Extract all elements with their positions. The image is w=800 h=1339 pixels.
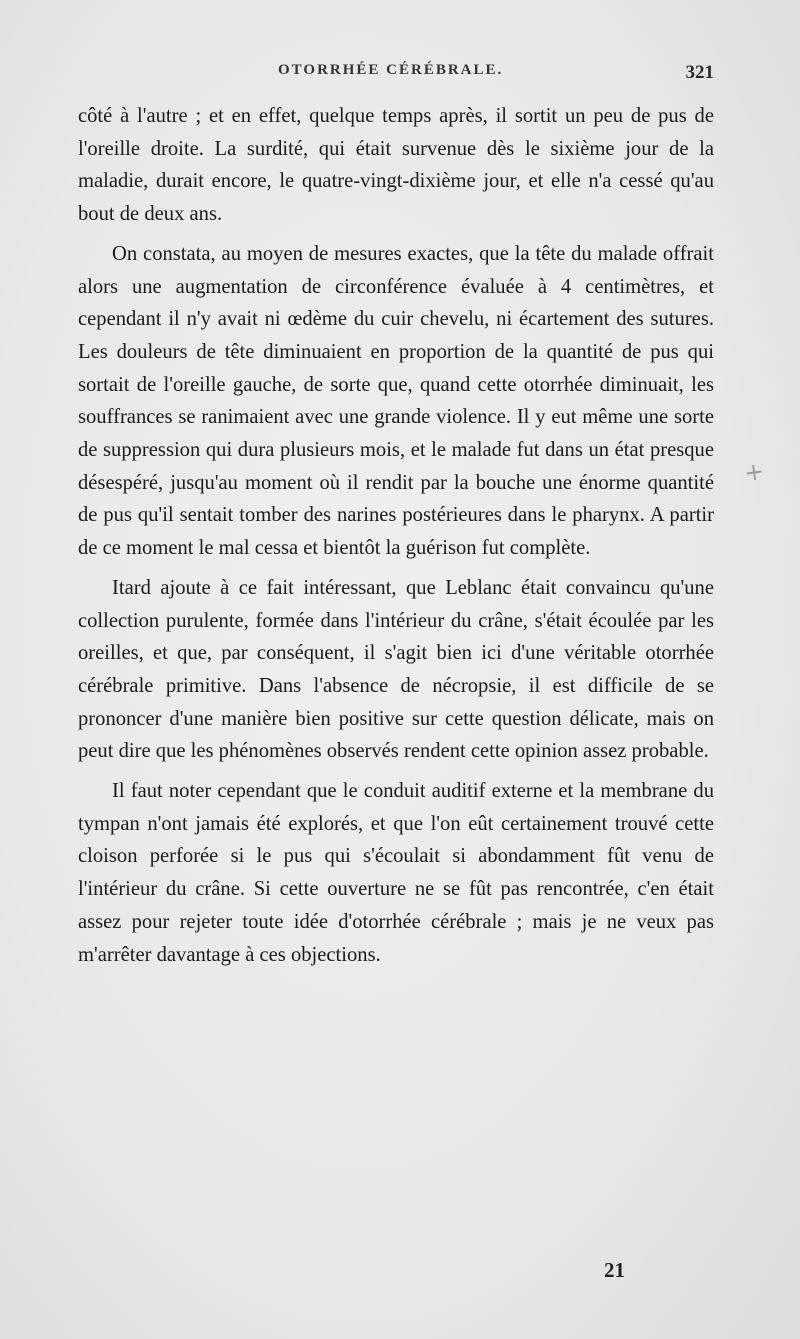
paragraph-4: Il faut noter cependant que le conduit auditif externe et la membrane du tympan n'ont jamais été explorés, et que l'on eût certainement trouvé cette cloison perforée si le pus qui s'écoulait si abondamment fût venu de l'intérieur du crâne. Si cette ouverture ne se fût pas rencontrée, c'en était assez pour rejeter toute idée d'otorrhée cérébrale ; mais je ne veux pas m'arrêter davantage à ces objections. [78,780,714,966]
margin-pencil-mark: + [742,456,766,488]
running-head [78,62,714,90]
paragraph-2: On constata, au moyen de mesures exactes, que la tête du malade offrait alors une augmentation de circonférence évaluée à 4 centimètres, et cependant il n'y avait ni œdème du cuir chevelu, ni écartement des sutures. Les douleurs de tête diminuaient en proportion de la quantité de pus qui sortait de l'oreille gauche, de sorte que, quand cette otorrhée diminuait, les souffrances se ranimaient avec une grande violence. Il y eut même une sorte de suppression qui dura plusieurs mois, et le malade fut dans un état presque désespéré, jusqu'au moment où il rendit par la bouche une énorme quantité de pus qu'il sentait tomber des narines postérieures dans le pharynx. A partir de ce moment le mal cessa et bientôt la guérison fut complète. [78,242,714,560]
page-number: 321 [685,62,714,83]
paragraph-3: Itard ajoute à ce fait intéressant, que Leblanc était convaincu qu'une collection purulente, formée dans l'intérieur du crâne, s'était écoulée par les oreilles, et que, par conséquent, il s'agit bien ici d'une véritable otorrhée cérébrale primitive. Dans l'absence de nécropsie, il est difficile de se prononcer d'une manière bien positive sur cette question délicate, mais on peut dire que les phénomènes observés rendent cette opinion assez probable. [78,576,714,763]
paragraph-1: côté à l'autre ; et en effet, quelque temps après, il sortit un peu de pus de l'oreille droite. La surdité, qui était survenue dès le sixième jour de la maladie, durait encore, le quatre-vingt-dixième jour, et elle n'a cessé qu'au bout de deux ans. [78,105,714,226]
running-title: OTORRHÉE CÉRÉBRALE. [278,62,504,78]
body-text [78,100,714,971]
signature-mark: 21 [604,1258,625,1282]
